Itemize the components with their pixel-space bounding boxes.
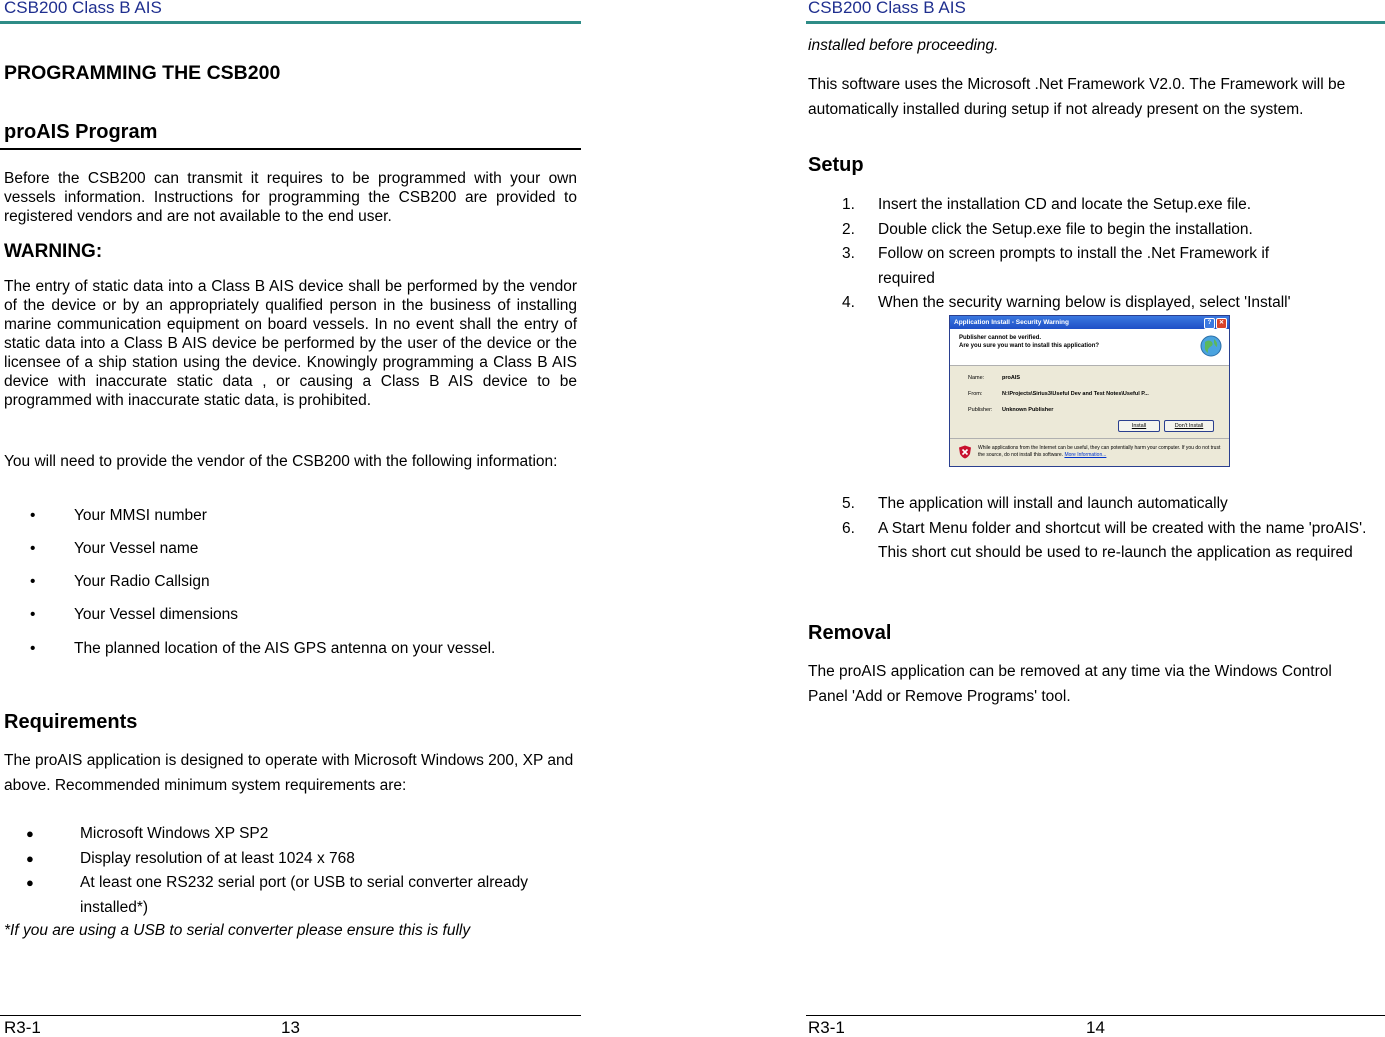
list-item: • Your Vessel dimensions: [30, 606, 238, 623]
list-item: ● At least one RS232 serial port (or USB to serial converter already installed*): [4, 871, 550, 920]
section-heading-requirements: Requirements: [4, 711, 138, 733]
dialog-warning-area: [950, 438, 1229, 467]
list-item: • Your MMSI number: [30, 507, 207, 524]
bullet-icon: •: [30, 573, 36, 590]
need-info-paragraph: You will need to provide the vendor of the CSB200 with the following information:: [4, 453, 558, 470]
dont-install-button: Don't Install: [1164, 420, 1214, 432]
publisher-value: Unknown Publisher: [1002, 407, 1054, 413]
left-page: [0, 0, 581, 1036]
requirements-paragraph: The proAIS application is designed to operate with Microsoft Windows 200, XP and above. Recommended minimum system requirements are:: [4, 752, 574, 794]
setup-steps-list: [806, 193, 1346, 316]
dialog-warning-text: While applications from the Internet can be useful, they can potentially harm your computer. If you do not trust the source, do not install this software.: [978, 445, 1221, 458]
install-button: Install: [1118, 420, 1160, 432]
globe-icon: [1199, 334, 1223, 358]
list-item: 4. When the security warning below is displayed, select 'Install': [842, 294, 1291, 311]
dialog-question-1: Publisher cannot be verified.: [959, 335, 1042, 341]
header-rule: [0, 21, 581, 24]
list-item: 2. Double click the Setup.exe file to begin the installation.: [842, 220, 1253, 238]
list-item: • Your Radio Callsign: [30, 573, 210, 590]
list-item: 5. The application will install and launch automatically: [842, 495, 1228, 512]
requirements-list: [4, 822, 544, 920]
section-heading-setup: Setup: [808, 154, 864, 176]
from-value: N:\Projects\Sirius3\Useful Dev and Test Notes\Useful P...: [1002, 391, 1149, 397]
from-label: From:: [968, 391, 983, 397]
footer-rule: [806, 1015, 1385, 1016]
shield-warning-icon: [958, 445, 972, 459]
page-number: 13: [281, 1018, 300, 1037]
dialog-question-area: [950, 329, 1229, 366]
running-header: CSB200 Class B AIS: [808, 0, 966, 17]
dialog-title: Application Install - Security Warning: [954, 319, 1069, 326]
name-label: Name:: [968, 375, 985, 381]
intro-paragraph: Before the CSB200 can transmit it requires to be programmed with your own vessels information. Instructions for programming the CSB200 are provided to registered vendors and are not available to the end user.: [4, 170, 577, 225]
warning-paragraph: The entry of static data into a Class B AIS device shall be performed by the vendor of the device or by an appropriately qualified person in the business of installing marine communication equipment on board vessels. In no event shall the entry of static data into a Class B AIS device be performed by the user of the device or the licensee of a ship station using the device. Knowingly programming a Class B AIS device with inaccurate static data , or causing a Class B AIS device to be programmed with inaccurate static data, is prohibited.: [4, 278, 577, 409]
section-heading-removal: Removal: [808, 622, 892, 644]
dialog-title-bar: [950, 316, 1229, 329]
section-heading-proais-program: proAIS Program: [4, 121, 158, 143]
more-information-link: More Information...: [1064, 452, 1107, 458]
footer-revision: R3-1: [808, 1018, 845, 1037]
list-item: ● Display resolution of at least 1024 x 768: [4, 847, 544, 872]
help-icon: ?: [1204, 318, 1215, 329]
setup-steps-list-continued: [806, 492, 1367, 566]
list-item: • Your Vessel name: [30, 540, 199, 557]
close-icon: ✕: [1216, 318, 1227, 329]
info-list: [4, 506, 574, 671]
section-rule: [0, 148, 581, 150]
list-item: 3. Follow on screen prompts to install the .Net Framework if required: [842, 245, 1270, 287]
chapter-title: PROGRAMMING THE CSB200: [4, 62, 281, 84]
page-number: 14: [1086, 1018, 1105, 1037]
bullet-icon: •: [30, 507, 36, 524]
list-item: ● Microsoft Windows XP SP2: [4, 822, 544, 847]
list-item: • The planned location of the AIS GPS antenna on your vessel.: [30, 640, 496, 657]
framework-paragraph: This software uses the Microsoft .Net Framework V2.0. The Framework will be automatically installed during setup if not already present on the system.: [808, 76, 1346, 118]
bullet-icon: ●: [26, 875, 34, 890]
running-header: CSB200 Class B AIS: [4, 0, 162, 17]
footer-revision: R3-1: [4, 1018, 41, 1037]
list-item: 1. Insert the installation CD and locate the Setup.exe file.: [842, 196, 1252, 213]
list-item: 6. A Start Menu folder and shortcut will be created with the name 'proAIS'. This short cut should be used to re-launch the application as required: [842, 519, 1367, 561]
warning-heading: WARNING:: [4, 241, 103, 262]
bullet-icon: •: [30, 606, 36, 623]
header-rule: [806, 21, 1385, 24]
name-value: proAIS: [1002, 375, 1021, 381]
continued-text: installed before proceeding.: [808, 37, 999, 54]
publisher-label: Publisher:: [968, 407, 993, 413]
footnote: *If you are using a USB to serial converter please ensure this is fully: [4, 922, 471, 939]
footer-rule: [0, 1015, 581, 1016]
bullet-icon: •: [30, 540, 36, 557]
bullet-icon: •: [30, 640, 36, 657]
bullet-icon: ●: [26, 826, 34, 841]
removal-paragraph: The proAIS application can be removed at any time via the Windows Control Panel 'Add or Remove Programs' tool.: [808, 663, 1332, 705]
security-warning-dialog-image: [949, 315, 1230, 467]
bullet-icon: ●: [26, 850, 34, 866]
dialog-question-2: Are you sure you want to install this application?: [959, 343, 1100, 349]
right-page: [806, 0, 1385, 1036]
